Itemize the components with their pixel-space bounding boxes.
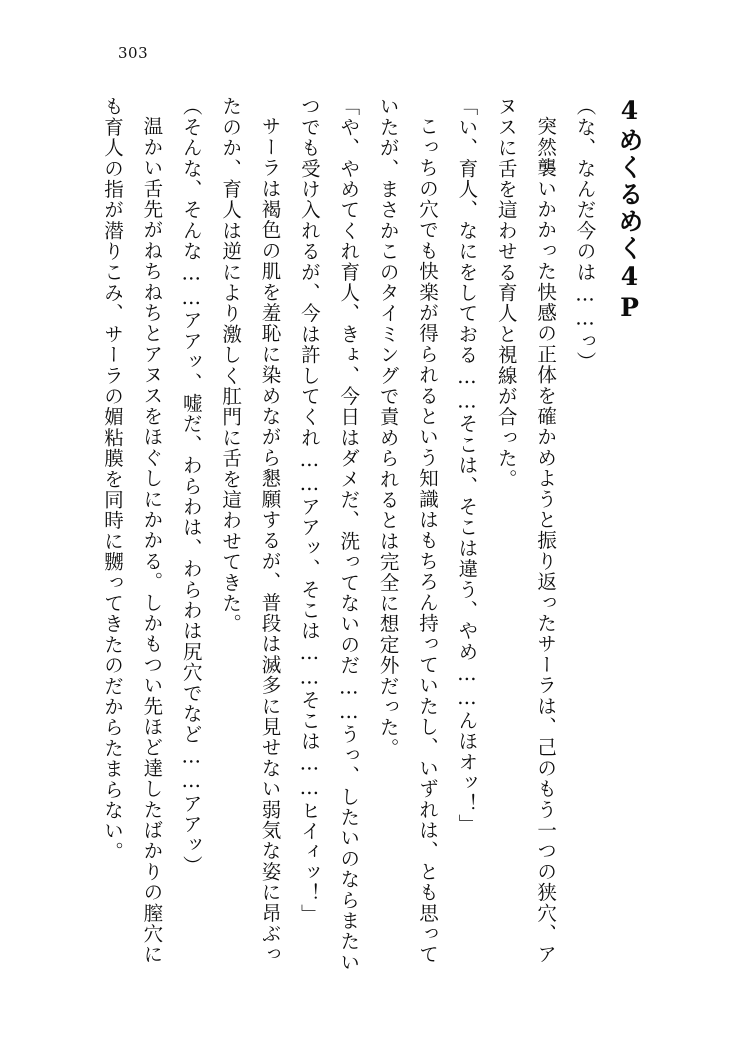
paragraph: （そんな、そんな……アアッ、嘘だ、わらわは、わらわは尻穴でなど……アアッ） [179, 96, 203, 876]
paragraph: 「い、育人、なにをしておる……そこは、そこは違う、やめ……んほオッ！」 [455, 96, 479, 835]
page-number: 303 [118, 44, 149, 62]
paragraph: 「や、やめてくれ育人、きょ、今日はダメだ、洗ってないのだ……うっ、したいのならまたいつでも受け入れるが、今は許してくれ……アアッ、そこは……そこは……ヒイィッ！」 [297, 96, 361, 973]
paragraph: こっちの穴でも快楽が得られるという知識はもちろん持っていたし、いずれは、とも思っていたが、まさかこのタイミングで責められるとは完全に想定外だった。 [376, 96, 439, 965]
paragraph: 突然襲いかかった快感の正体を確かめようと振り返ったサーラは、己のもう一つの狭穴、アヌスに舌を這わせる育人と視線が合った。 [494, 96, 558, 965]
chapter-heading [611, 96, 649, 976]
paragraph: 温かい舌先がねちねちとアヌスをほぐしにかかる。しかもつい先ほど達したばかりの膣穴にも育人の指が潜りこみ、サーラの媚粘膜を同時に嬲ってきたのだからたまらない。 [101, 96, 164, 965]
vertical-text-body [88, 96, 648, 976]
chapter-title-text: めくるめく4P [615, 127, 644, 324]
paragraph: サーラは褐色の肌を羞恥に染めながら懇願するが、普段は滅多に見せない弱気な姿に昂ぶったのか、育人は逆により激しく肛門に舌を這わせてきた。 [219, 96, 282, 965]
paragraph: （な、なんだ今のは……っ） [573, 96, 597, 373]
chapter-number: 4 [615, 96, 644, 127]
